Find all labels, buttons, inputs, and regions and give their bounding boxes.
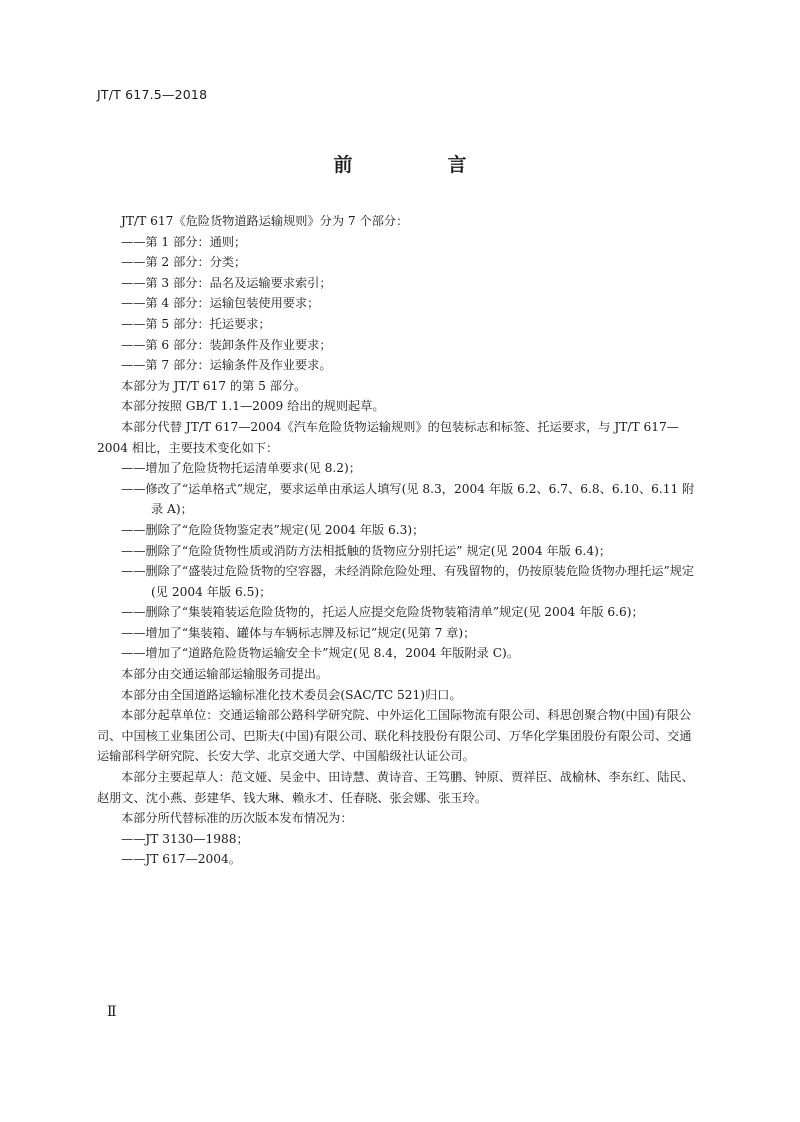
change-item: ——增加了“集装箱、罐体与车辆标志牌及标记”规定(见第 7 章)； [121, 625, 476, 640]
change-item: ——删除了“盛装过危险货物的空容器，未经消除危险处理、有残留物的，仍按原装危险货物办理托运”规定(见 2004 年版 6.5)； [121, 564, 695, 599]
part-7-item: ——第 7 部分：运输条件及作业要求。 [121, 358, 332, 373]
change-item: ——增加了“道路危险货物运输安全卡”规定(见 8.4，2004 年版附录 C)。 [121, 646, 520, 661]
change-item: ——删除了“危险货物鉴定表”规定(见 2004 年版 6.3)； [121, 522, 425, 537]
drafting-rules: 本部分按照 GB/T 1.1—2009 给出的规则起草。 [121, 399, 385, 414]
part-4-item: ——第 4 部分：运输包装使用要求； [121, 296, 320, 311]
replacement-statement: 本部分代替 JT/T 617—2004《汽车危险货物运输规则》的包装标志和标签、托运要求，与 JT/T 617—2004 相比，主要技术变化如下： [97, 419, 679, 455]
part-1-item: ——第 1 部分：通则； [121, 234, 247, 249]
part-6-item: ——第 6 部分：装卸条件及作业要求； [121, 337, 332, 352]
change-item: ——修改了“运单格式”规定，要求运单由承运人填写(见 8.3，2004 年版 6.2、6.7、6.8、6.10、6.11 附录 A)； [121, 481, 695, 517]
jurisdiction-statement: 本部分由全国道路运输标准化技术委员会(SAC/TC 521)归口。 [121, 687, 462, 702]
main-drafters: 本部分主要起草人：范文娅、吴金中、田诗慧、黄诗音、王笃鹏、钟原、贾祥臣、战榆林、李东红、陆民、赵朋文、沈小燕、彭建华、钱大琳、赖永才、任春晓、张会娜、张玉玲。 [97, 770, 694, 805]
part-5-item: ——第 5 部分：托运要求； [121, 316, 271, 331]
foreword-body [97, 211, 703, 870]
change-item: ——删除了“危险货物性质或消防方法相抵触的货物应分别托运” 规定(见 2004 年版 6.4)； [121, 543, 612, 558]
proposer-statement: 本部分由交通运输部运输服务司提出。 [121, 667, 329, 682]
history-item: ——JT 3130—1988； [121, 831, 249, 846]
change-item: ——删除了“集装箱装运危险货物的，托运人应提交危险货物装箱清单”规定(见 2004 年版 6.6)； [121, 605, 644, 620]
parts-intro: JT/T 617《危险货物道路运输规则》分为 7 个部分： [121, 214, 409, 228]
part-3-item: ——第 3 部分：品名及运输要求索引； [121, 275, 332, 290]
part-statement: 本部分为 JT/T 617 的第 5 部分。 [121, 378, 307, 393]
standard-code-header: JT/T 617.5—2018 [97, 87, 208, 102]
history-item: ——JT 617—2004。 [121, 852, 241, 867]
history-intro: 本部分所代替标准的历次版本发布情况为： [121, 811, 353, 826]
page-title: 前 言 [333, 154, 505, 176]
page-number: Ⅱ [107, 1004, 117, 1020]
part-2-item: ——第 2 部分：分类； [121, 255, 247, 270]
drafting-units: 本部分起草单位：交通运输部公路科学研究院、中外运化工国际物流有限公司、科思创聚合物(中国)有限公司、中国核工业集团公司、巴斯夫(中国)有限公司、联化科技股份有限公司、万华化学集团股份有限公司、交通运输部科学研究院、长安大学、北京交通大学、中国船级社认证公司。 [97, 708, 692, 764]
change-item: ——增加了危险货物托运清单要求(见 8.2)； [121, 461, 361, 476]
